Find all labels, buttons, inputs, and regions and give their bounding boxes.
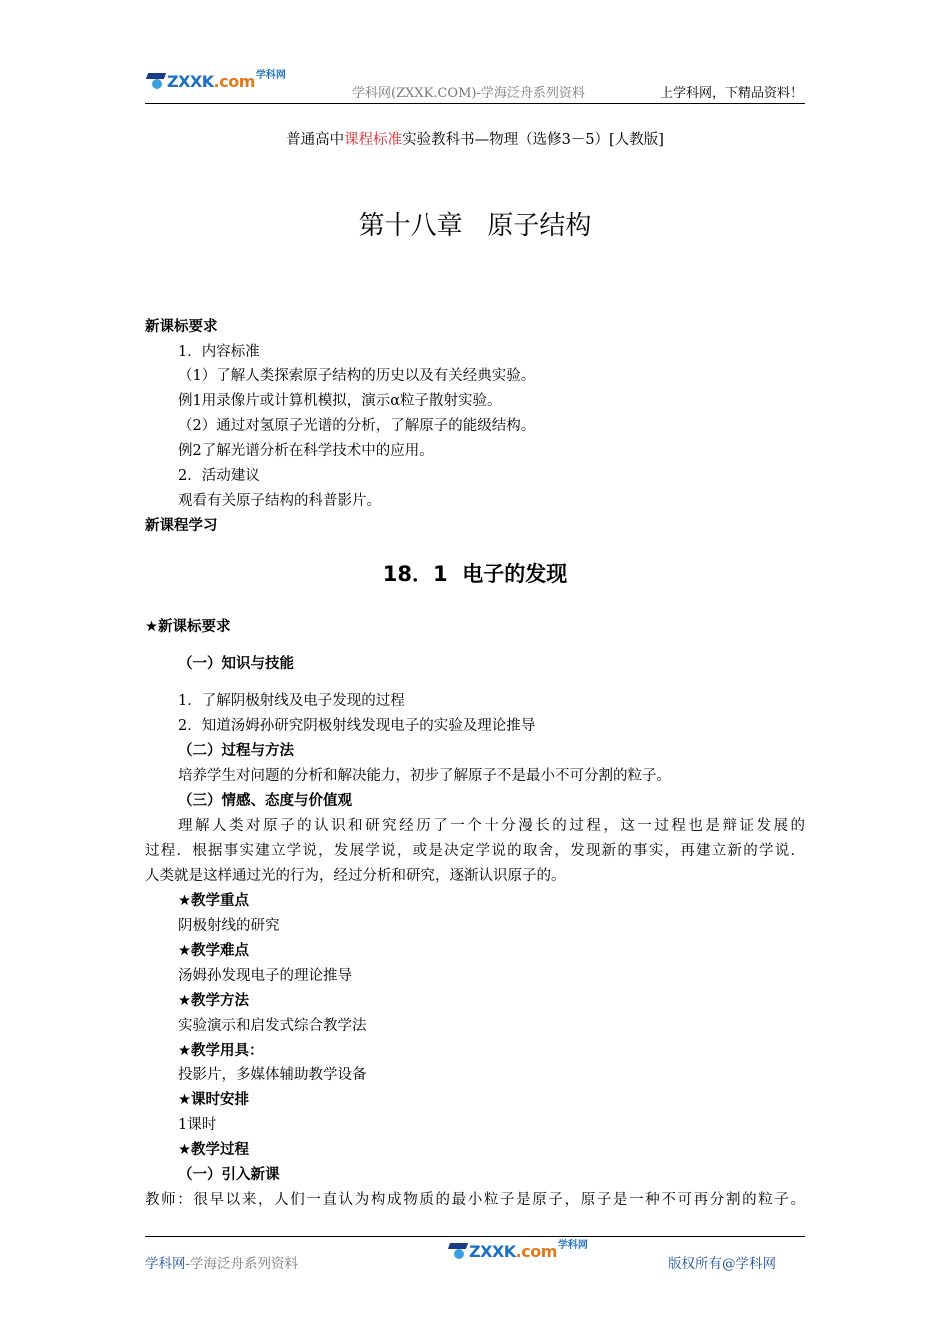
text-line: 1．内容标准 [178, 344, 260, 360]
heading-star: ★教学重点 [178, 893, 249, 909]
graduation-cap-icon [447, 1240, 469, 1262]
graduation-cap-icon [145, 70, 167, 92]
logo-small-text: 学科网 [255, 69, 286, 81]
text-line: 例2了解光谱分析在科学技术中的应用。 [178, 443, 434, 459]
text-line: 阴极射线的研究 [178, 918, 280, 934]
subtitle-part: 实验教科书—物理（选修3－5）[人教版] [402, 132, 664, 148]
section-title: 18．1 电子的发现 [382, 562, 568, 586]
header-right-text: 上学科网，下精品资料！ [660, 86, 804, 101]
paragraph-line: 过程．根据事实建立学说，发展学说，或是决定学说的取舍，发现新的事实，再建立新的学说． [145, 843, 805, 859]
heading-new-course: 新课程学习 [145, 518, 218, 534]
heading-star: ★教学难点 [178, 943, 249, 959]
text-line: （2）通过对氢原子光谱的分析，了解原子的能级结构。 [178, 418, 536, 434]
paragraph-line: 人类就是这样通过光的行为，经过分析和研究，逐渐认识原子的。 [145, 868, 566, 884]
footer-left-b: -学海泛舟系列资料 [185, 1256, 299, 1272]
text-line: 汤姆孙发现电子的理论推导 [178, 968, 352, 984]
logo-small-text: 学科网 [557, 1239, 588, 1251]
heading-star: ★教学用具： [178, 1043, 264, 1059]
footer-right: 版权所有@学科网 [668, 1256, 776, 1272]
text-line: 2．活动建议 [178, 468, 260, 484]
logo-text: ZXXK.com [167, 71, 255, 91]
text-line: 1课时 [178, 1117, 217, 1133]
footer-logo [447, 1240, 588, 1262]
book-subtitle [0, 128, 950, 149]
text-line: 培养学生对问题的分析和解决能力，初步了解原子不是最小不可分割的粒子。 [178, 768, 671, 784]
heading-star: ★教学方法 [178, 993, 249, 1009]
subheading: （一）引入新课 [178, 1167, 280, 1183]
header-logo [145, 70, 286, 92]
heading-star: ★教学过程 [178, 1142, 249, 1158]
text-line: 实验演示和启发式综合教学法 [178, 1018, 367, 1034]
paragraph-line: 教师：很早以来，人们一直认为构成物质的最小粒子是原子，原子是一种不可再分割的粒子。 [145, 1192, 805, 1208]
subtitle-highlight: 课程标准 [344, 132, 403, 148]
heading-star: ★课时安排 [178, 1092, 249, 1108]
footer-divider [145, 1236, 805, 1237]
paragraph-line: 理解人类对原子的认识和研究经历了一个十分漫长的过程，这一过程也是辩证发展的 [178, 818, 805, 834]
text-line: 观看有关原子结构的科普影片。 [178, 493, 381, 509]
footer-left-a: 学科网 [145, 1256, 186, 1272]
text-line: 1．了解阴极射线及电子发现的过程 [178, 693, 405, 709]
text-line: 2．知道汤姆孙研究阴极射线发现电子的实验及理论推导 [178, 718, 536, 734]
heading-new-standard: 新课标要求 [145, 319, 218, 335]
text-line: 例1用录像片或计算机模拟，演示α粒子散射实验。 [178, 393, 502, 409]
subtitle-part: 普通高中 [286, 132, 345, 148]
chapter-title: 第十八章 原子结构 [358, 211, 592, 241]
subheading: （一）知识与技能 [178, 656, 294, 672]
header-divider [145, 103, 805, 104]
logo-text: ZXXK.com [469, 1241, 557, 1261]
subheading: （二）过程与方法 [178, 743, 294, 759]
header-center-text: 学科网(ZXXK.COM)-学海泛舟系列资料 [352, 86, 585, 101]
subheading: （三）情感、态度与价值观 [178, 793, 352, 809]
heading-star: ★新课标要求 [145, 619, 231, 635]
text-line: 投影片，多媒体辅助教学设备 [178, 1067, 367, 1083]
footer-left [145, 1252, 298, 1272]
text-line: （1）了解人类探索原子结构的历史以及有关经典实验。 [178, 368, 536, 384]
